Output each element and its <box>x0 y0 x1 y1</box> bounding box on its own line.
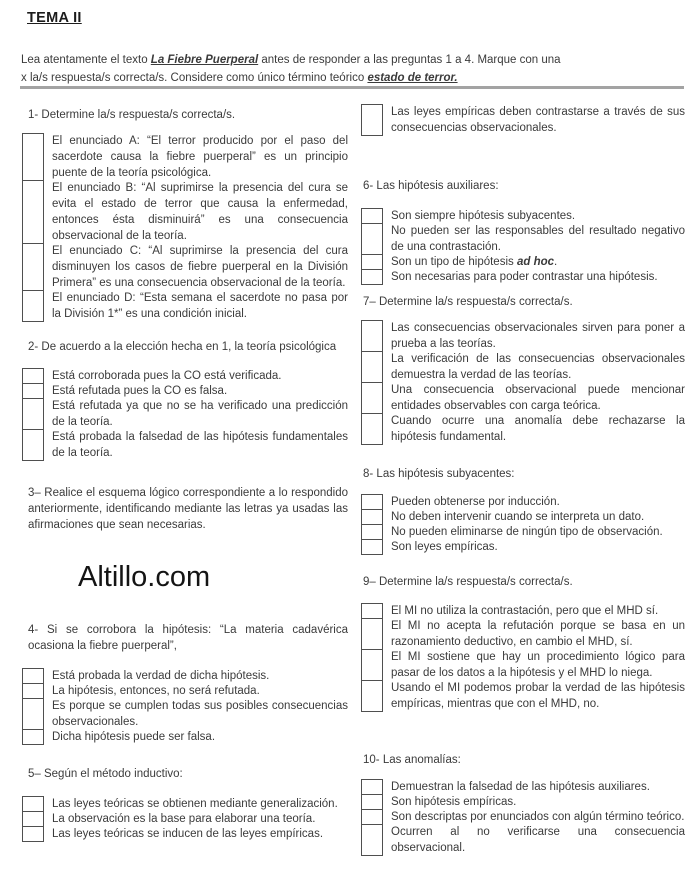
answer-checkbox[interactable] <box>361 320 383 352</box>
option-label: Es porque se cumplen todas sus posibles consecuencias observacionales. <box>52 700 348 728</box>
option-label: No pueden ser las responsables del resultado negativo de una contrastación. <box>391 225 685 253</box>
question-10-header: 10- Las anomalías: <box>363 754 461 766</box>
answer-checkbox[interactable] <box>22 698 44 730</box>
answer-checkbox[interactable] <box>361 794 383 810</box>
option-label: No pueden eliminarse de ningún tipo de observación. <box>391 526 663 538</box>
option-row <box>361 320 685 352</box>
answer-checkbox[interactable] <box>361 382 383 414</box>
question-3-text: 3– Realice el esquema lógico correspondiente a lo respondido anteriormente, identificando mediante las letras ya usadas las afirmaciones que sean necesarias. <box>28 487 348 531</box>
option-label: Las leyes teóricas se inducen de las leyes empíricas. <box>52 828 324 840</box>
option-label: Usando el MI podemos probar la verdad de las hipótesis empíricas, mientras que con el MHD, no. <box>391 682 685 710</box>
option-label: Está refutada ya que no se ha verificado una predicción de la teoría. <box>52 400 348 428</box>
answer-checkbox[interactable] <box>22 368 44 384</box>
answer-checkbox[interactable] <box>361 413 383 445</box>
option-label: El MI sostiene que hay un procedimiento lógico para pasar de los datos a la hipótesis y el MHD lo niega. <box>391 651 685 679</box>
intro-middle: antes de responder a las preguntas 1 a 4. Marque con una x la/s respuesta/s correcta/s. Considere como único término teórico <box>21 54 561 84</box>
answer-checkbox[interactable] <box>361 603 383 619</box>
option-label: El enunciado D: “Esta semana el sacerdote no pasa por la División 1*” es una condición inicial. <box>52 292 348 320</box>
option-row <box>361 618 685 650</box>
option-label <box>391 254 685 270</box>
question-6-header: 6- Las hipótesis auxiliares: <box>363 180 499 192</box>
option-row <box>361 539 685 555</box>
question-8-options <box>357 494 685 555</box>
option-label: Las consecuencias observacionales sirven para poner a prueba a las teorías. <box>391 322 685 350</box>
option-row <box>361 413 685 445</box>
answer-checkbox[interactable] <box>361 494 383 510</box>
answer-checkbox[interactable] <box>361 269 383 285</box>
answer-checkbox[interactable] <box>361 524 383 540</box>
question-10-options <box>357 779 685 856</box>
answer-checkbox[interactable] <box>361 824 383 856</box>
option-row <box>22 429 348 461</box>
answer-checkbox[interactable] <box>22 398 44 430</box>
option-row <box>361 524 685 540</box>
option-label: Son descriptas por enunciados con algún término teórico. <box>391 811 685 823</box>
answer-checkbox[interactable] <box>361 104 383 136</box>
option-label: Demuestran la falsedad de las hipótesis auxiliares. <box>391 781 650 793</box>
option-row <box>361 254 685 270</box>
option-row <box>22 243 348 291</box>
option-row <box>361 269 685 285</box>
option-row <box>22 811 348 827</box>
page-title: TEMA II <box>27 10 82 26</box>
question-9-options <box>357 603 685 712</box>
answer-checkbox[interactable] <box>22 180 44 244</box>
answer-checkbox[interactable] <box>22 243 44 291</box>
latin-term-emphasis: ad hoc <box>516 256 555 268</box>
question-7-header: 7– Determine la/s respuesta/s correcta/s. <box>363 296 573 308</box>
question-5-header: 5– Según el método inductivo: <box>28 768 183 780</box>
option-row <box>361 779 685 795</box>
option-row <box>361 494 685 510</box>
option-row <box>22 668 348 684</box>
question-2-options <box>22 368 348 461</box>
option-label: Son leyes empíricas. <box>391 541 498 553</box>
option-label: Dicha hipótesis puede ser falsa. <box>52 731 216 743</box>
answer-checkbox[interactable] <box>361 254 383 270</box>
question-2-header: 2- De acuerdo a la elección hecha en 1, la teoría psicológica <box>28 341 337 353</box>
option-label-part: . <box>554 256 558 268</box>
answer-checkbox[interactable] <box>22 811 44 827</box>
answer-checkbox[interactable] <box>361 351 383 383</box>
option-row <box>361 824 685 856</box>
option-label: El enunciado C: “Al suprimirse la presencia del cura disminuyen los casos de fiebre puerperal en la División Primera” es una consecuencia observacional de la teoría. <box>52 245 348 289</box>
question-6-options <box>357 208 685 285</box>
question-8-header: 8- Las hipótesis subyacentes: <box>363 468 515 480</box>
question-1-header: 1- Determine la/s respuesta/s correcta/s. <box>28 109 236 121</box>
answer-checkbox[interactable] <box>361 779 383 795</box>
question-7-options <box>357 320 685 445</box>
option-label: Pueden obtenerse por inducción. <box>391 496 560 508</box>
option-label: El enunciado A: “El terror producido por el paso del sacerdote causa la fiebre puerperal” es un principio puente de la teoría psicológica. <box>52 135 348 179</box>
option-row <box>361 208 685 224</box>
option-label: Está corroborada pues la CO está verificada. <box>52 370 282 382</box>
option-row <box>22 683 348 699</box>
option-label: Son necesarias para poder contrastar una hipótesis. <box>391 271 658 283</box>
section-divider <box>20 86 684 89</box>
answer-checkbox[interactable] <box>22 683 44 699</box>
answer-checkbox[interactable] <box>361 208 383 224</box>
option-label: Está probada la verdad de dicha hipótesis. <box>52 670 270 682</box>
option-row <box>361 351 685 383</box>
question-4-header: 4- Si se corrobora la hipótesis: “La materia cadavérica ocasiona la fiebre puerperal”, <box>28 624 348 652</box>
option-label: Las leyes teóricas se obtienen mediante generalización. <box>52 798 338 810</box>
option-label: Está probada la falsedad de las hipótesis fundamentales de la teoría. <box>52 431 348 459</box>
answer-checkbox[interactable] <box>361 618 383 650</box>
question-5-options-continued <box>357 104 685 136</box>
option-label: Las leyes empíricas deben contrastarse a través de sus consecuencias observacionales. <box>391 106 685 134</box>
option-label: La hipótesis, entonces, no será refutada. <box>52 685 260 697</box>
option-row <box>22 796 348 812</box>
option-row <box>22 729 348 745</box>
answer-checkbox[interactable] <box>361 649 383 681</box>
option-label: Ocurren al no verificarse una consecuencia observacional. <box>391 826 685 854</box>
option-row <box>22 290 348 322</box>
answer-checkbox[interactable] <box>361 680 383 712</box>
option-row <box>22 133 348 181</box>
option-row <box>22 368 348 384</box>
intro-text <box>21 52 569 87</box>
answer-checkbox[interactable] <box>361 809 383 825</box>
answer-checkbox[interactable] <box>22 826 44 842</box>
option-row <box>361 382 685 414</box>
question-9-header: 9– Determine la/s respuesta/s correcta/s. <box>363 576 573 588</box>
option-row <box>22 383 348 399</box>
question-1-options <box>22 133 348 322</box>
option-row <box>361 809 685 825</box>
option-label: Son siempre hipótesis subyacentes. <box>391 210 576 222</box>
answer-checkbox[interactable] <box>361 539 383 555</box>
option-label: El MI no acepta la refutación porque se basa en un razonamiento deductivo, en cambio el MHD, sí. <box>391 620 685 648</box>
option-row <box>361 603 685 619</box>
answer-checkbox[interactable] <box>22 290 44 322</box>
option-label: No deben intervenir cuando se interpreta un dato. <box>391 511 645 523</box>
option-row <box>361 223 685 255</box>
option-label: Está refutada pues la CO es falsa. <box>52 385 228 397</box>
option-row <box>22 398 348 430</box>
left-column <box>22 104 348 842</box>
option-label: La verificación de las consecuencias observacionales demuestra la verdad de las teorías. <box>391 353 685 381</box>
question-5-options <box>22 796 348 842</box>
option-label: Cuando ocurre una anomalía debe rechazarse la hipótesis fundamental. <box>391 415 685 443</box>
option-row <box>361 104 685 136</box>
answer-checkbox[interactable] <box>361 223 383 255</box>
watermark: Altillo.com <box>78 561 211 593</box>
option-label: La observación es la base para elaborar una teoría. <box>52 813 316 825</box>
right-column <box>357 104 685 856</box>
answer-checkbox[interactable] <box>22 429 44 461</box>
answer-checkbox[interactable] <box>22 668 44 684</box>
option-row <box>361 649 685 681</box>
option-row <box>361 794 685 810</box>
option-label-part: Son un tipo de hipótesis <box>391 256 517 268</box>
option-label: Son hipótesis empíricas. <box>391 796 517 808</box>
reading-title-emphasis: La Fiebre Puerperal <box>150 54 259 66</box>
question-4-options <box>22 668 348 745</box>
answer-checkbox[interactable] <box>22 796 44 812</box>
answer-checkbox[interactable] <box>22 729 44 745</box>
option-label: El enunciado B: “Al suprimirse la presencia del cura se evita el estado de terror que causa la enfermedad, entonces ésta disminuirá” es una consecuencia observacional de la teoría. <box>52 182 348 242</box>
option-label: Una consecuencia observacional puede mencionar entidades observables con carga teórica. <box>391 384 685 412</box>
intro-lead: Lea atentamente el texto <box>21 54 151 66</box>
option-row <box>22 698 348 730</box>
option-row <box>361 680 685 712</box>
answer-checkbox[interactable] <box>22 133 44 181</box>
option-row <box>22 826 348 842</box>
option-row <box>361 509 685 525</box>
answer-checkbox[interactable] <box>361 509 383 525</box>
answer-checkbox[interactable] <box>22 383 44 399</box>
option-row <box>22 180 348 244</box>
option-label: El MI no utiliza la contrastación, pero que el MHD sí. <box>391 605 659 617</box>
key-term-emphasis: estado de terror. <box>367 71 458 84</box>
